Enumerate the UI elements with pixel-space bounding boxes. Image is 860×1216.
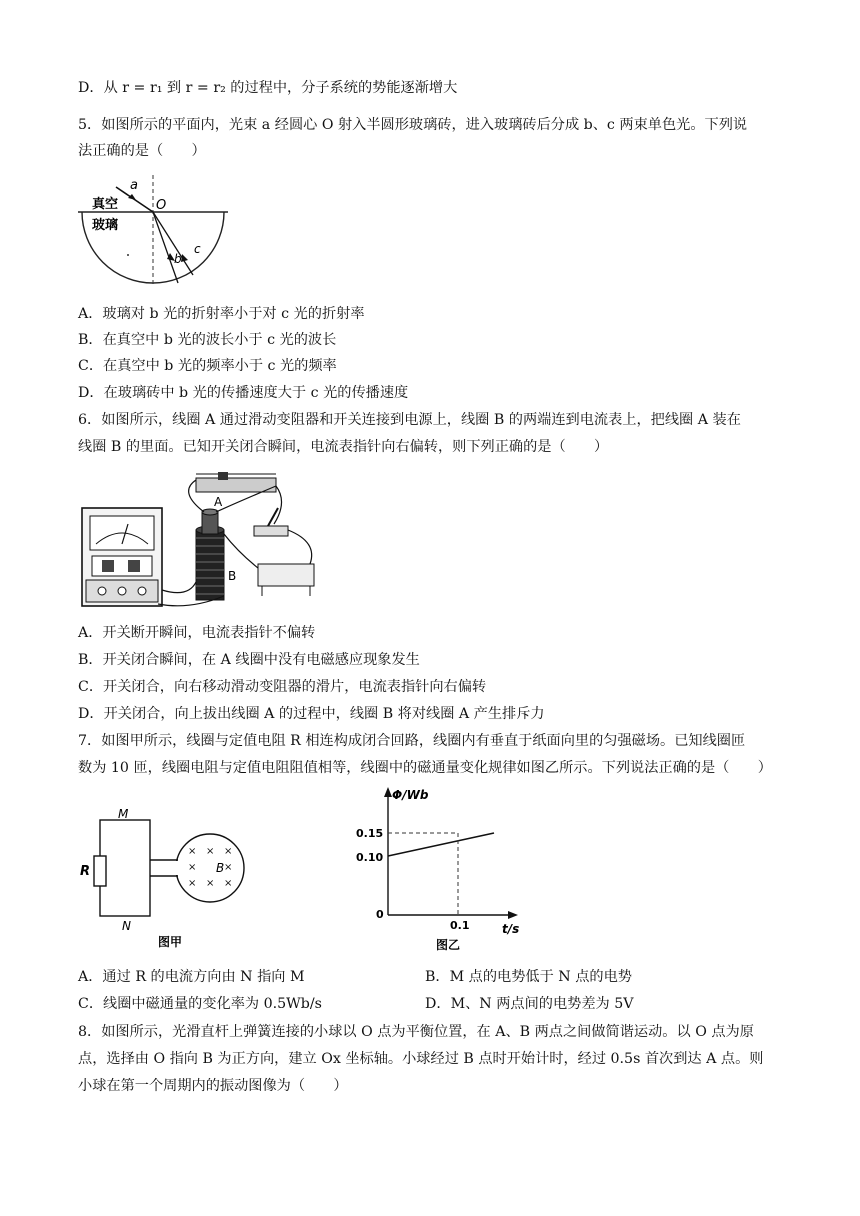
q7-fig-b-label: B	[216, 861, 225, 875]
q7-fig-n-label: N	[122, 919, 131, 933]
q7-fig-y-tick-010: 0.10	[356, 851, 384, 864]
svg-text:×: ×	[206, 878, 215, 889]
svg-text:×: ×	[206, 846, 215, 857]
q7-stem-line1: 7．如图甲所示，线圈与定值电阻 R 相连构成闭合回路，线圈内有垂直于纸面向里的匀强磁场。已知线圈匝	[78, 733, 746, 749]
q7-option-d: D．M、N 两点间的电势差为 5V	[425, 996, 634, 1012]
q8-stem-line2: 点，选择由 O 指向 B 为正方向，建立 Ox 坐标轴。小球经过 B 点时开始计时，经过 0.5s 首次到达 A 点。则	[78, 1051, 764, 1067]
q5-fig-a-label: a	[130, 178, 138, 193]
q7-fig-y-tick-015: 0.15	[356, 827, 384, 840]
q6-option-a: A．开关断开瞬间，电流表指针不偏转	[78, 625, 316, 641]
q7-option-a: A．通过 R 的电流方向由 N 指向 M	[78, 969, 305, 985]
q5-option-a: A．玻璃对 b 光的折射率小于对 c 光的折射率	[78, 306, 365, 322]
q6-option-c: C．开关闭合，向右移动滑动变阻器的滑片，电流表指针向右偏转	[78, 679, 487, 695]
q7-fig-x-label: t/s	[502, 922, 520, 936]
q7-fig-m-label: M	[118, 807, 129, 821]
q5-stem-line1: 5．如图所示的平面内，光束 a 经圆心 O 射入半圆形玻璃砖，进入玻璃砖后分成 b、c 两束单色光。下列说	[78, 117, 748, 133]
q5-option-c: C．在真空中 b 光的频率小于 c 光的频率	[78, 358, 337, 374]
q7-fig-origin: 0	[376, 908, 384, 921]
q8-stem-line3: 小球在第一个周期内的振动图像为（ ）	[78, 1078, 348, 1094]
svg-text:×: ×	[224, 878, 233, 889]
svg-text:×: ×	[224, 862, 233, 873]
q5-fig-glass-label: 玻璃	[92, 218, 119, 233]
svg-text:×: ×	[188, 878, 197, 889]
q7-fig-jia-caption: 图甲	[158, 935, 183, 949]
q5-glass-figure	[78, 175, 228, 293]
q7-stem-line2: 数为 10 匝，线圈电阻与定值电阻阻值相等，线圈中的磁通量变化规律如图乙所示。下列说法正确的是（ ）	[78, 760, 772, 776]
q8-stem-line1: 8．如图所示，光滑直杆上弹簧连接的小球以 O 点为平衡位置，在 A、B 两点之间做简谐运动。以 O 点为原	[78, 1024, 754, 1040]
q7-option-b: B．M 点的电势低于 N 点的电势	[425, 969, 632, 985]
q5-fig-b-label: b	[174, 252, 182, 266]
q7-option-c: C．线圈中磁通量的变化率为 0.5Wb/s	[78, 996, 322, 1012]
q6-fig-b-label: B	[228, 569, 237, 583]
q6-stem-line2: 线圈 B 的里面。已知开关闭合瞬间，电流表指针向右偏转，则下列正确的是（ ）	[78, 439, 609, 455]
q5-option-b: B．在真空中 b 光的波长小于 c 光的波长	[78, 332, 337, 348]
svg-text:×: ×	[188, 846, 197, 857]
q7-figure-jia	[78, 798, 258, 958]
q7-fig-r-label: R	[80, 864, 91, 879]
q7-fig-yi-caption: 图乙	[436, 938, 461, 952]
q5-fig-o-label: O	[156, 198, 167, 213]
q6-stem-line1: 6．如图所示，线圈 A 通过滑动变阻器和开关连接到电源上，线圈 B 的两端连到电流表上，把线圈 A 装在	[78, 412, 741, 428]
q7-fig-x-tick-01: 0.1	[450, 919, 470, 932]
svg-text:×: ×	[224, 846, 233, 857]
svg-text:×: ×	[188, 862, 197, 873]
q5-option-d: D．在玻璃砖中 b 光的传播速度大于 c 光的传播速度	[78, 385, 409, 401]
q5-fig-vacuum-label: 真空	[92, 197, 119, 212]
q6-coil-figure	[78, 472, 328, 610]
q6-option-d: D．开关闭合，向上拔出线圈 A 的过程中，线圈 B 将对线圈 A 产生排斥力	[78, 706, 545, 722]
q7-figure-yi	[352, 785, 532, 957]
q7-fig-y-label: Φ/Wb	[392, 788, 429, 802]
q5-stem-line2: 法正确的是（ ）	[78, 143, 206, 159]
q6-fig-a-label: A	[214, 495, 223, 509]
q6-option-b: B．开关闭合瞬间，在 A 线圈中没有电磁感应现象发生	[78, 652, 420, 668]
q4-option-d: D．从 r = r₁ 到 r = r₂ 的过程中，分子系统的势能逐渐增大	[78, 80, 458, 96]
q5-fig-c-label: c	[194, 242, 201, 256]
